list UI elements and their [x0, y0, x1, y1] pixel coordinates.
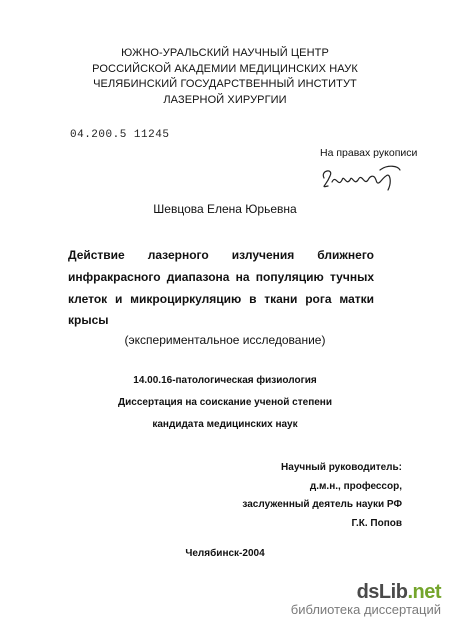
- author-name: Шевцова Елена Юрьевна: [153, 202, 297, 216]
- rights-note: На правах рукописи: [320, 147, 418, 159]
- watermark-logo-main: dsLib: [356, 581, 408, 603]
- supervisor-heading: Научный руководитель:: [281, 462, 402, 473]
- watermark-logo-tld: .net: [407, 581, 441, 603]
- supervisor-honor: заслуженный деятель науки РФ: [242, 499, 402, 510]
- supervisor-degree: д.м.н., профессор,: [309, 480, 402, 492]
- institution-header: [0, 46, 450, 108]
- supervisor-name: Г.К. Попов: [351, 517, 402, 529]
- dissertation-title-line: инфракрасного диапазона на популяцию тучных: [68, 270, 374, 284]
- institution-line: ЛАЗЕРНОЙ ХИРУРГИИ: [163, 93, 287, 106]
- institution-line: ЮЖНО-УРАЛЬСКИЙ НАУЧНЫЙ ЦЕНТР: [121, 47, 329, 59]
- city-year: Челябинск-2004: [185, 548, 265, 559]
- registration-stamp: 04.200.5 11245: [70, 129, 170, 141]
- watermark-logo: [291, 581, 441, 603]
- dissertation-title-line: Действие лазерного излучения ближнего: [68, 248, 374, 262]
- dissertation-title-line: клеток и микроциркуляцию в ткани рога матки: [68, 292, 374, 306]
- dissertation-title-line: крысы: [68, 313, 109, 327]
- institution-line: ЧЕЛЯБИНСКИЙ ГОСУДАРСТВЕННЫЙ ИНСТИТУТ: [93, 78, 357, 90]
- watermark-tagline: библиотека диссертаций: [290, 602, 441, 617]
- specialty: 14.00.16-патологическая физиология: [133, 375, 317, 386]
- institution-line: РОССИЙСКОЙ АКАДЕМИИ МЕДИЦИНСКИХ НАУК: [92, 62, 358, 75]
- handwritten-signature: [318, 160, 404, 196]
- dissertation-type: Диссертация на соискание ученой степени: [118, 397, 332, 408]
- supervisor-block: [242, 459, 402, 533]
- degree: кандидата медицинских наук: [152, 419, 298, 430]
- dslib-watermark[interactable]: [291, 581, 441, 617]
- dissertation-subtitle: (экспериментальное исследование): [124, 333, 326, 347]
